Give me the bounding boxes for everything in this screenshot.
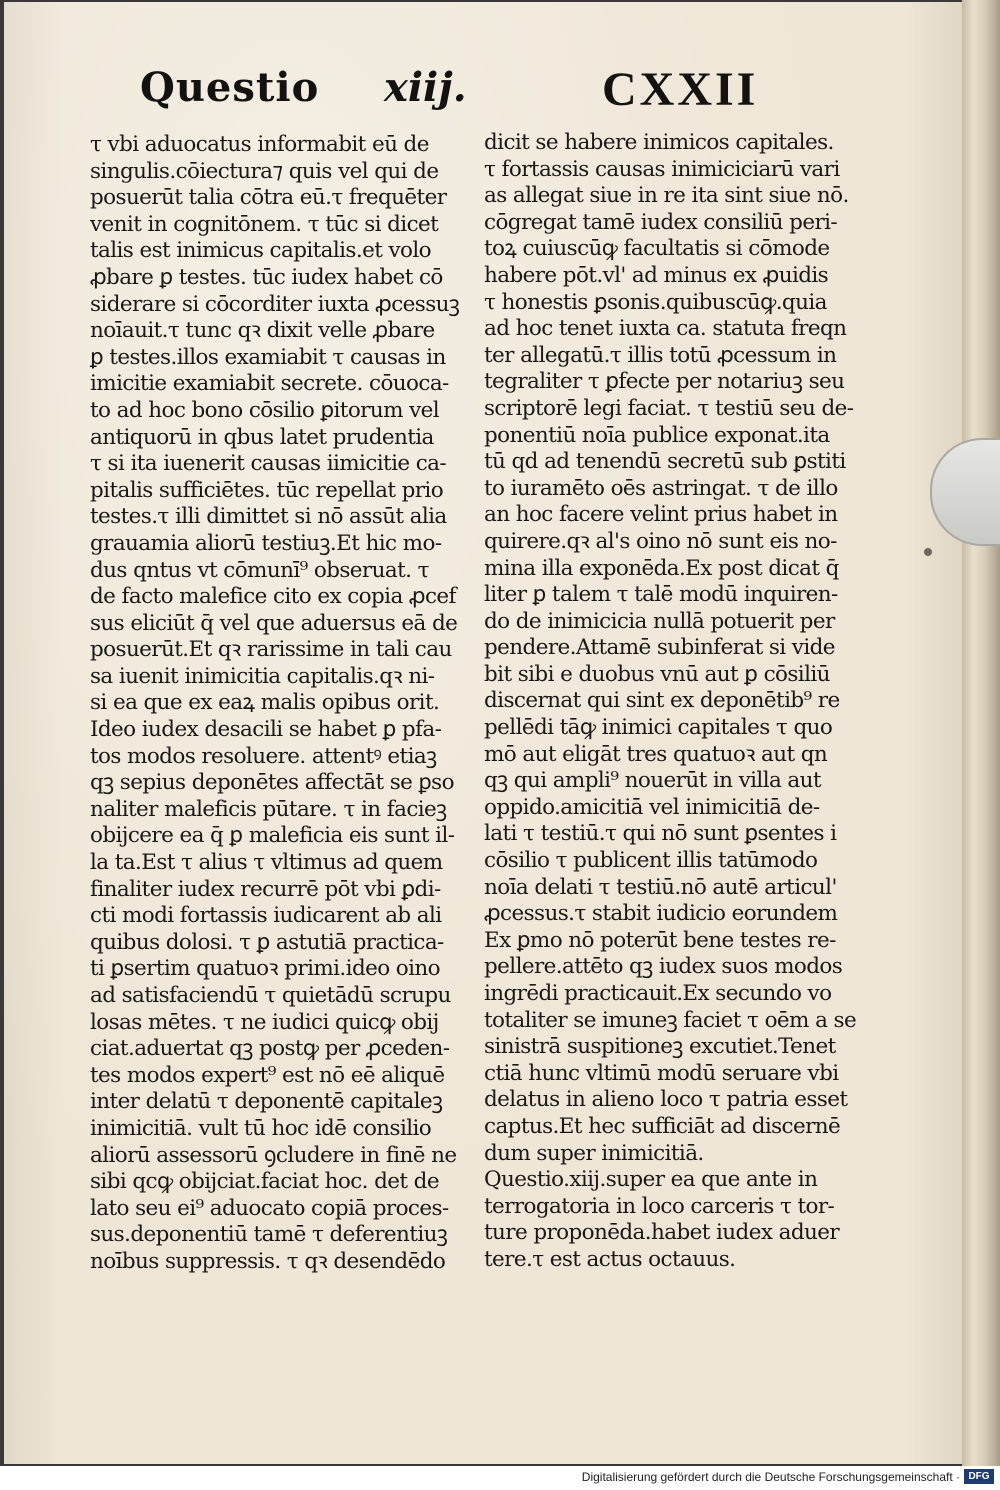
text-line: naliter maleficis pūtare. τ in facieꝫ: [90, 796, 447, 822]
text-line: dus qntus vt cōmunī⁹ obseruat. τ: [90, 557, 429, 583]
text-line: bit sibi e duobus vnū aut ꝑ cōsiliū: [484, 661, 830, 687]
running-head-number: xiij.: [384, 64, 467, 111]
text-line: quirere.qꝛ al's oino nō sunt eis no-: [484, 528, 837, 554]
text-line: mina illa exponēda.Ex post dicat q̄: [484, 555, 839, 581]
footer-credit: Digitalisierung gefördert durch die Deutsche Forschungsgemeinschaft ·: [581, 1470, 960, 1484]
text-line: ciat.aduertat qꝫ postꝙ per ꝓceden-: [90, 1036, 450, 1062]
text-line: liter ꝑ talem τ talē modū inquiren-: [484, 582, 838, 608]
text-line: noīauit.τ tunc qꝛ dixit velle ꝓbare: [90, 318, 435, 344]
running-head-questio: Questio: [140, 64, 320, 111]
text-line: Questio.xiij.super ea que ante in: [484, 1167, 818, 1193]
dfg-logo: DFG: [964, 1469, 994, 1484]
text-line: habere pōt.vl' ad minus ex ꝓuidis: [484, 262, 829, 288]
digitization-footer: [0, 1466, 1000, 1490]
text-line: obijcere ea q̄ ꝑ maleficia eis sunt il-: [90, 823, 455, 849]
text-line: cōsilio τ publicent illis tatūmodo: [484, 848, 818, 874]
text-line: tū qd ad tenendū secretū sub ꝑstiti: [484, 449, 846, 475]
text-line: pendere.Attamē subinferat si vide: [484, 635, 835, 661]
text-line: oppido.amicitiā vel inimicitiā de-: [484, 794, 820, 820]
text-line: ꝓcessus.τ stabit iudicio eorundem: [484, 901, 838, 927]
text-line: τ honestis ꝑsonis.quibuscūꝙ.quia: [484, 289, 827, 315]
text-line: pellēdi tāꝙ inimici capitales τ quo: [484, 715, 833, 741]
text-line: noīa delati τ testiū.nō autē articul': [484, 874, 837, 900]
text-line: τ si ita iuenerit causas iimicitie ca-: [90, 451, 447, 477]
text-line: scriptorē legi faciat. τ testiū seu de-: [484, 395, 854, 421]
text-line: to iuramēto oēs astringat. τ de illo: [484, 475, 838, 501]
text-line: ti ꝑsertim quatuoꝛ primi.ideo oino: [90, 956, 441, 982]
text-line: ingrēdi practicauit.Ex secundo vo: [484, 981, 832, 1006]
text-line: captus.Et hec sufficiāt ad discernē: [484, 1113, 841, 1139]
text-line: finaliter iudex recurrē pōt vbi ꝑdi-: [90, 876, 441, 902]
text-line: ponentiū noīa publice exponat.ita: [484, 422, 830, 448]
text-line: testes.τ illi dimittet si nō assūt alia: [90, 504, 447, 530]
text-line: singulis.cōiectura⁊ quis vel qui de: [90, 158, 439, 184]
text-line: noībus suppressis. τ qꝛ desendēdo: [90, 1248, 446, 1274]
text-line: sus.deponentiū tamē τ deferentiuꝫ: [90, 1222, 448, 1248]
text-line: τ fortassis causas inimiciciarū vari: [484, 156, 840, 182]
text-line: to ad hoc bono cōsilio ꝑitorum vel: [90, 397, 440, 423]
page-hole: [924, 548, 932, 556]
text-line: τ vbi aduocatus informabit eū de: [90, 132, 429, 157]
text-line: inimicitiā. vult tū hoc idē consilio: [90, 1115, 432, 1141]
text-line: antiquorū in qbus latet prudentia: [90, 424, 434, 450]
text-line: losas mētes. τ ne iudici quicꝙ obij: [90, 1009, 439, 1035]
text-line: dicit se habere inimicos capitales.: [484, 130, 834, 155]
text-line: Ex ꝑmo nō poterūt bene testes re-: [484, 927, 836, 953]
text-line: mō aut eligāt tres quatuoꝛ aut qn: [484, 741, 828, 767]
text-line: totaliter se imuneꝫ faciet τ oēm a se: [484, 1007, 857, 1033]
text-line: aliorū assessorū ꝯcludere in finē ne: [90, 1142, 457, 1168]
text-line: sibi qcꝙ obijciat.faciat hoc. det de: [90, 1169, 439, 1195]
text-line: qꝫ qui ampli⁹ nouerūt in villa aut: [484, 768, 821, 794]
text-line: de facto malefice cito ex copia ꝓcef: [90, 584, 456, 610]
text-line: ad hoc tenet iuxta ca. statuta freqn: [484, 316, 847, 342]
text-line: quibus dolosi. τ ꝑ astutiā practica-: [90, 929, 444, 955]
text-line: discernat qui sint ex deponētib⁹ re: [484, 688, 840, 714]
text-line: posuerūt.Et qꝛ rarissime in tali cau: [90, 637, 452, 663]
text-line: tere.τ est actus octauus.: [484, 1246, 736, 1272]
text-line: imicitie examiabit secrete. cōuoca-: [90, 371, 449, 397]
text-line: inter delatū τ deponentē capitaleꝫ: [90, 1089, 443, 1115]
text-line: qꝫ sepius deponētes affectāt se ꝑso: [90, 770, 454, 796]
text-line: terrogatoria in loco carceris τ tor-: [484, 1193, 835, 1219]
text-line: as allegat siue in re ita sint siue nō.: [484, 183, 849, 209]
text-line: lato seu ei⁹ aduocato copiā proces-: [90, 1195, 449, 1221]
text-line: sa iuenit inimicitia capitalis.qꝛ ni-: [90, 663, 435, 689]
text-line: lati τ testiū.τ qui nō sunt ꝑsentes i: [484, 821, 837, 847]
text-line: cōgregat tamē iudex consiliū peri-: [484, 209, 838, 235]
text-line: posuerūt talia cōtra eū.τ frequēter: [90, 185, 447, 211]
folio-number: CXXII: [602, 63, 759, 116]
text-line: dum super inimicitiā.: [484, 1140, 704, 1166]
text-line: ter allegatū.τ illis totū ꝓcessum in: [484, 342, 837, 368]
page-edge: [962, 0, 1000, 1466]
text-line: si ea que ex eaꝝ malis opibus orit.: [90, 690, 440, 716]
text-line: tos modos resoluere. attentꝰ etiaꝫ: [90, 743, 437, 769]
text-line: toꝝ cuiuscūꝙ facultatis si cōmode: [484, 236, 830, 262]
text-line: pellere.attēto qꝫ iudex suos modos: [484, 954, 843, 980]
text-line: sus eliciūt q̄ vel que aduersus eā de: [90, 610, 458, 636]
text-line: ctiā hunc vltimū modū seruare vbi: [484, 1060, 839, 1086]
text-line: ꝓbare ꝑ testes. tūc iudex habet cō: [90, 264, 443, 290]
text-line: la ta.Est τ alius τ vltimus ad quem: [90, 850, 443, 876]
text-line: tegraliter τ ꝑfecte per notariuꝫ seu: [484, 369, 845, 395]
text-line: tes modos expert⁹ est nō eē aliquē: [90, 1062, 445, 1088]
text-line: ad satisfaciendū τ quietādū scrupu: [90, 983, 451, 1008]
text-line: siderare si cōcorditer iuxta ꝓcessuꝫ: [90, 291, 460, 317]
text-line: talis est inimicus capitalis.et volo: [90, 238, 432, 264]
running-head: [140, 62, 790, 122]
text-line: do de inimicicia nullā potuerit per: [484, 608, 835, 634]
left-text-column: [90, 132, 470, 1276]
text-line: venit in cognitōnem. τ tūc si dicet: [90, 211, 439, 237]
text-line: pitalis sufficiētes. tūc repellat prio: [90, 477, 444, 503]
text-line: an hoc facere velint prius habet in: [484, 502, 838, 528]
right-text-column: [484, 130, 864, 1274]
text-line: Ideo iudex desacili se habet ꝑ pfa-: [90, 717, 442, 743]
text-line: delatus in alieno loco τ patria esset: [484, 1087, 848, 1113]
text-line: ture proponēda.habet iudex aduer: [484, 1220, 840, 1246]
text-line: grauamia aliorū testiuꝫ.Et hic mo-: [90, 530, 442, 556]
text-line: cti modi fortassis iudicarent ab ali: [90, 903, 442, 929]
text-line: ꝑ testes.illos examiabit τ causas in: [90, 344, 446, 370]
text-line: sinistrā suspitioneꝫ excutiet.Tenet: [484, 1034, 836, 1060]
